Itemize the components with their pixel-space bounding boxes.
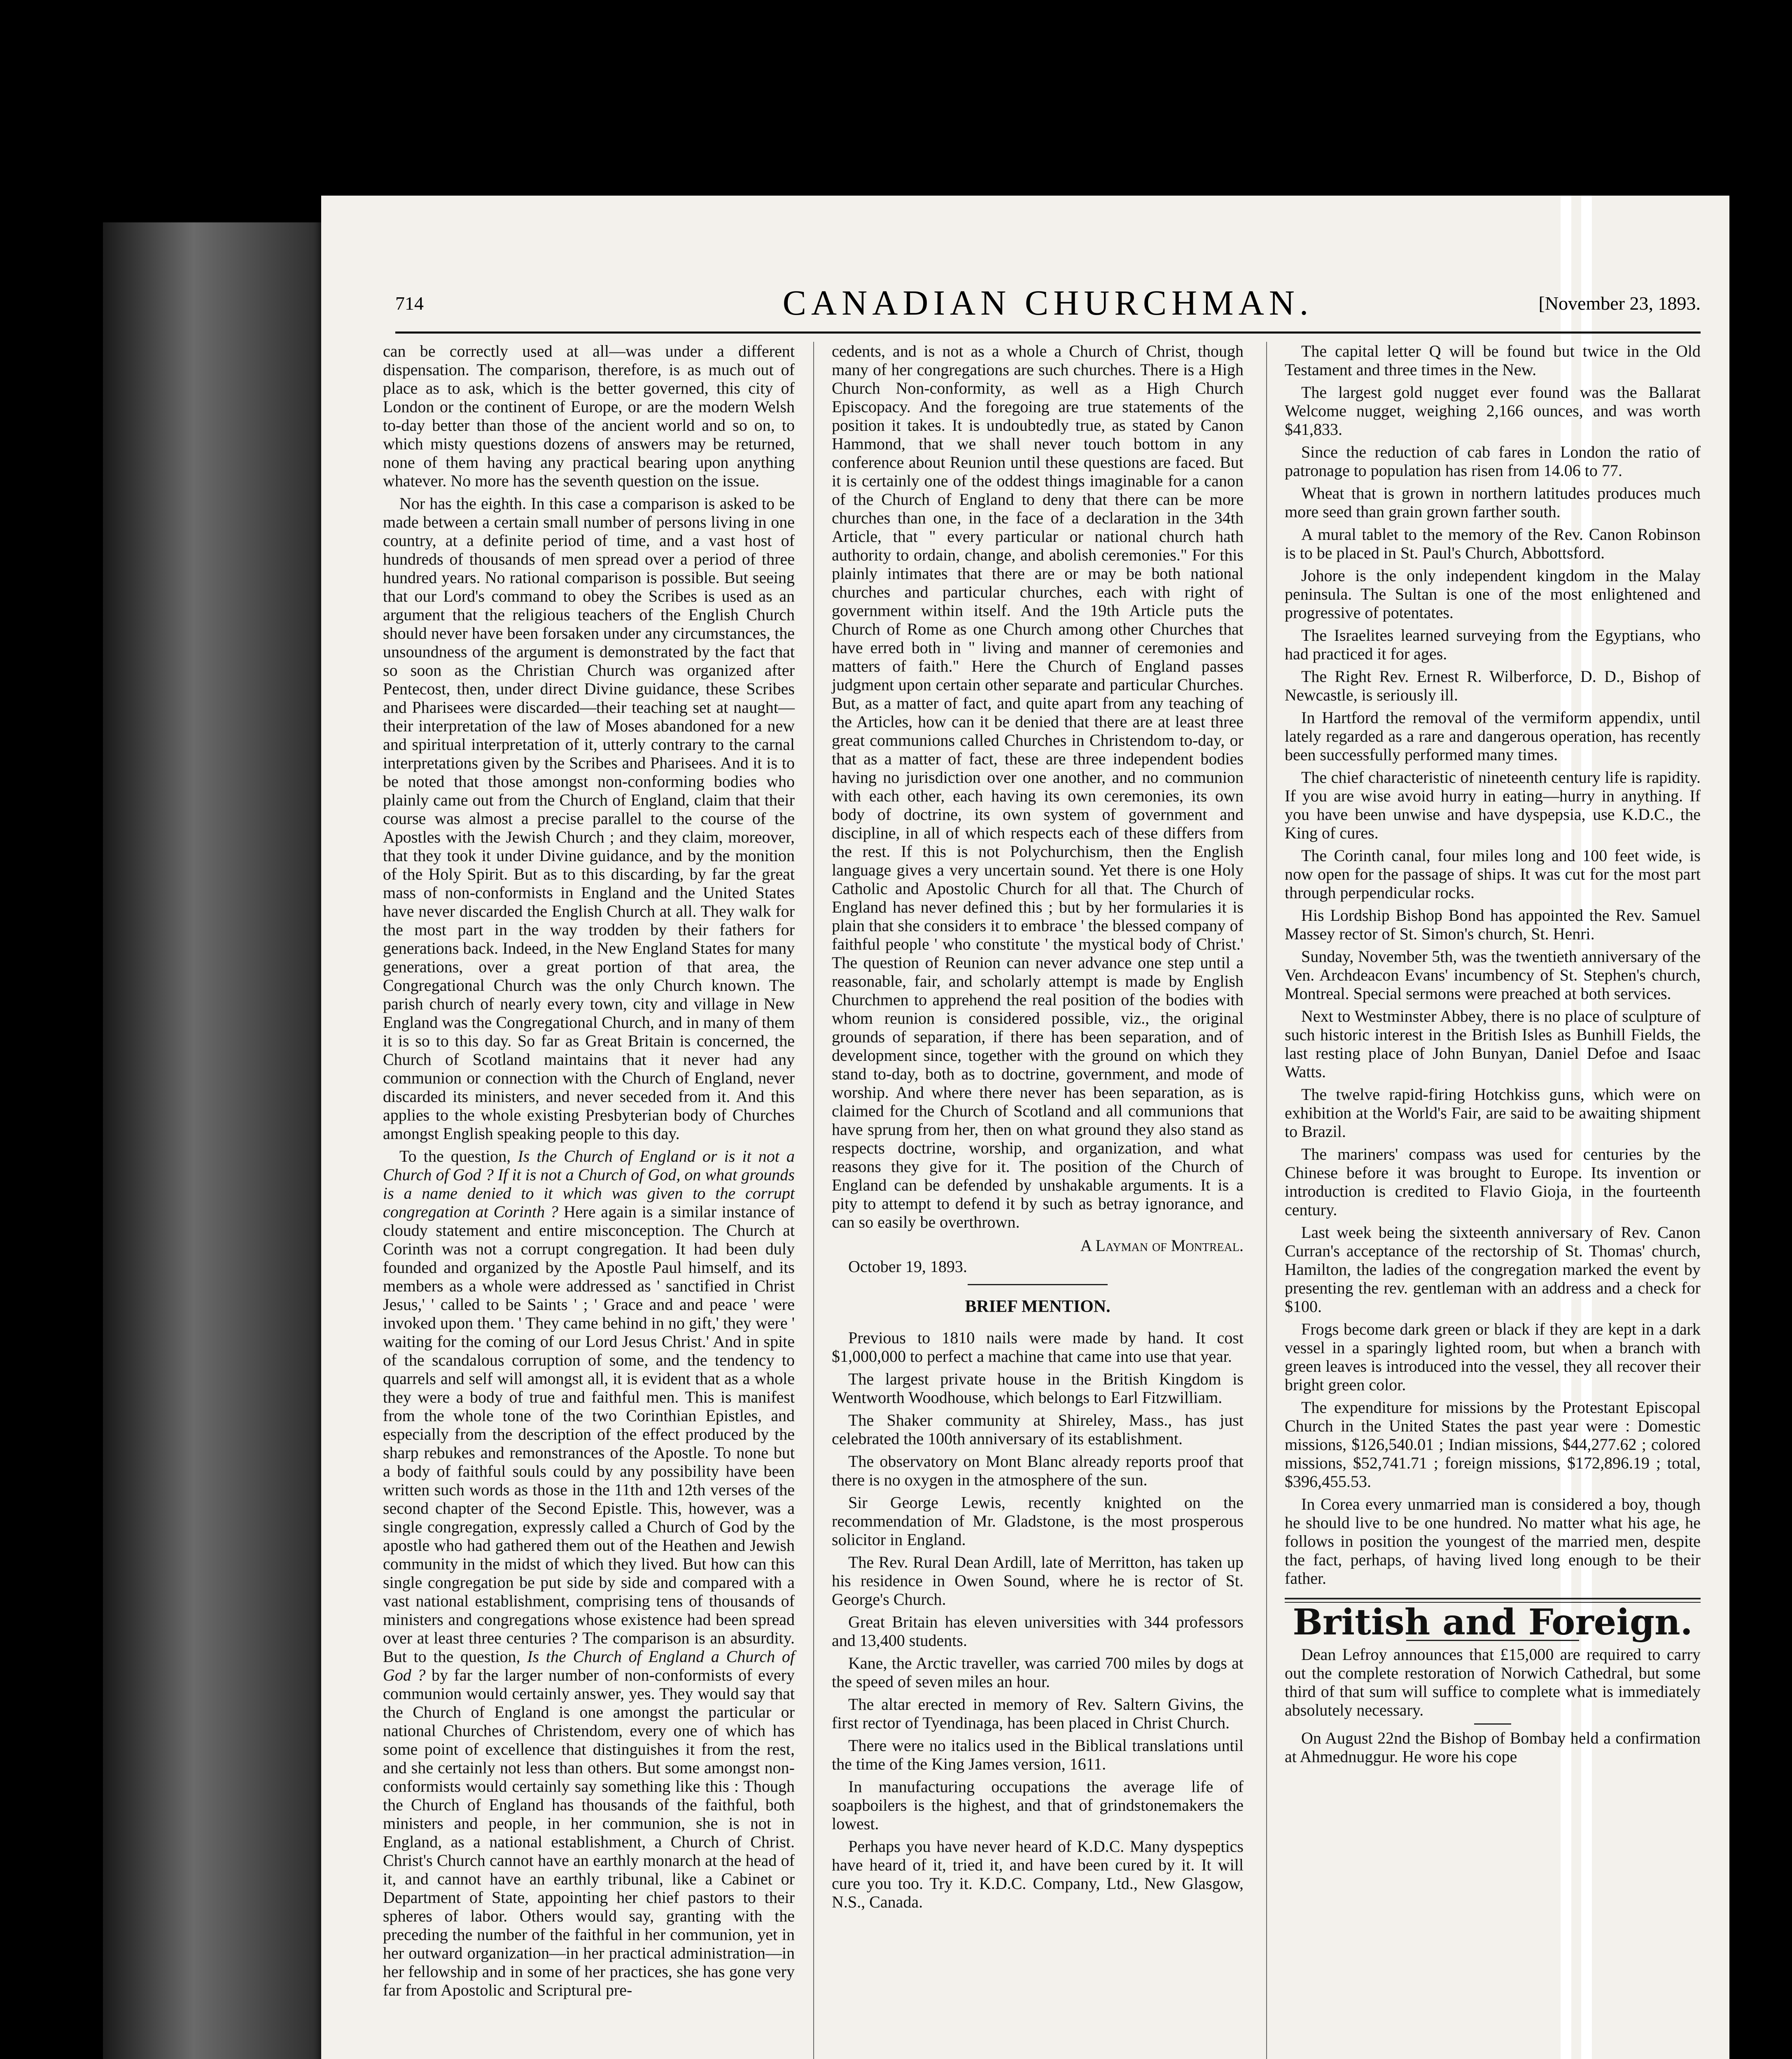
brief-item: The mariners' compass was used for centuries by the Chinese before it was brought to Europe. Its invention or introduction is credited to Flavio Gioja, in the fourteenth century. (1285, 1145, 1701, 1219)
brief-item: There were no italics used in the Biblical translations until the time of the King James version, 1611. (832, 1736, 1244, 1773)
article-paragraph: Nor has the eighth. In this case a comparison is asked to be made between a certain small number of persons living in one country, at a definite period of time, and a vast host of hundreds of thousands of men spread over a period of three hundred years. No rational comparison is possible. But seeing that our Lord's command to obey the Scribes is used as an argument that the religious teachers of the English Church should never have been forsaken under any circumstances, the unsoundness of the argument is demonstrated by the fact that so soon as the Christian Church was organized after Pentecost, then, under direct Divine guidance, these Scribes and Pharisees were discarded—their teaching set at naught—their interpretation of the law of Moses abandoned for a new and spiritual interpretation of it, utterly contrary to the carnal interpretations given by the Scribes and Pharisees. And it is to be noted that those amongst non-conforming bodies who plainly came out from the Church of England, claim that their course was almost a precise parallel to the course of the Apostles with the Jewish Church ; and they claim, moreover, that they took it under Divine guidance, and by the monition of the Holy Spirit. But as to this discarding, by far the great mass of non-conformists in England and the United States have never discarded the English Church at all. They walk for the most part in the way trodden by their fathers for generations back. Indeed, in the New England States for many generations, over a great portion of that area, the Congregational Church was the only Church known. The parish church of nearly every town, city and village in New England was the Congregational Church, and in many of them it is so to this day. So far as Great Britain is concerned, the Church of Scotland maintains that it never had any communion or connection with the Church of England, never discarded its ministers, and never seceded from it. And this applies to the whole existing Presbyterian body of Churches amongst English speaking people to this day. (383, 494, 795, 1143)
issue-date: [November 23, 1893. (1538, 293, 1701, 314)
brief-item: His Lordship Bishop Bond has appointed the Rev. Samuel Massey rector of St. Simon's church, St. Henri. (1285, 906, 1701, 943)
brief-item: The twelve rapid-firing Hotchkiss guns, which were on exhibition at the World's Fair, are said to be awaiting shipment to Brazil. (1285, 1085, 1701, 1141)
column-divider (1266, 342, 1267, 2059)
brief-item: Sunday, November 5th, was the twentieth anniversary of the Ven. Archdeacon Evans' incumbency of St. Stephen's church, Montreal. Special sermons were preached at both services. (1285, 947, 1701, 1003)
column-3 (1285, 342, 1701, 1770)
page-number: 714 (395, 293, 424, 314)
brief-item: The Corinth canal, four miles long and 100 feet wide, is now open for the passage of ships. It was cut for the most part through perpendicular rocks. (1285, 846, 1701, 902)
brief-item: Previous to 1810 nails were made by hand. It cost $1,000,000 to perfect a machine that came into use that year. (832, 1328, 1244, 1366)
news-item: On August 22nd the Bishop of Bombay held a confirmation at Ahmednuggur. He wore his cope (1285, 1729, 1701, 1766)
brief-item: The largest private house in the British Kingdom is Wentworth Woodhouse, which belongs to Earl Fitzwilliam. (832, 1370, 1244, 1407)
article-date: October 19, 1893. (848, 1257, 967, 1276)
brief-item: The altar erected in memory of Rev. Saltern Givins, the first rector of Tyendinaga, has been placed in Christ Church. (832, 1695, 1244, 1732)
brief-item: A mural tablet to the memory of the Rev. Canon Robinson is to be placed in St. Paul's Church, Abbottsford. (1285, 525, 1701, 562)
column-1 (383, 342, 795, 2003)
newspaper-page (321, 196, 1729, 2059)
brief-item: The Rev. Rural Dean Ardill, late of Merritton, has taken up his residence in Owen Sound, where he is rector of St. George's Church. (832, 1553, 1244, 1608)
brief-item: Wheat that is grown in northern latitudes produces much more seed than grain grown farther south. (1285, 484, 1701, 521)
masthead: CANADIAN CHURCHMAN. (782, 283, 1314, 322)
brief-item: Frogs become dark green or black if they are kept in a dark vessel in a sparingly lighted room, but when a branch with green leaves is introduced into the vessel, they all recover their bright green color. (1285, 1320, 1701, 1394)
brief-item: The observatory on Mont Blanc already reports proof that there is no oxygen in the atmosphere of the sun. (832, 1452, 1244, 1489)
brief-item: Great Britain has eleven universities with 344 professors and 13,400 students. (832, 1613, 1244, 1650)
news-item: Dean Lefroy announces that £15,000 are required to carry out the complete restoration of Norwich Cathedral, but some third of that sum will suffice to complete what is immediately absolutely necessary. (1285, 1645, 1701, 1719)
brief-item: The Right Rev. Ernest R. Wilberforce, D. D., Bishop of Newcastle, is seriously ill. (1285, 667, 1701, 704)
article-paragraph: To the question, Is the Church of England or is it not a Church of God ? If it is not a Church of God, on what grounds is a name denied to it which was given to the corrupt congregation at Corinth ? Here again is a similar instance of cloudy statement and entire misconception. The Church at Corinth was not a corrupt congregation. It had been duly founded and organized by the Apostle Paul himself, and its members as a whole were addressed as ' sanctified in Christ Jesus,' ' called to be Saints ' ; ' Grace and and peace ' were invoked upon them. ' They came behind in no gift,' they were ' waiting for the coming of our Lord Jesus Christ.' And in spite of the scandalous corruption of some, and the tendency to quarrels and self will amongst all, it is evident that as a whole they were a body of true and faithful men. This is manifest from the whole tone of the two Corinthian Epistles, and especially from the description of the effect produced by the sharp rebukes and remonstrances of the Apostle. To none but a body of faithful souls could by any possibility have been written such words as those in the 11th and 12th verses of the second chapter of the Second Epistle. This, however, was a single congregation, expressly called a Church of God by the apostle who had gathered them out of the Heathen and Jewish community in the midst of which they lived. But how can this single congregation be put side by side and compared with a vast national establishment, comprising tens of thousands of ministers and congregations whose existence had been spread over at least three centuries ? The comparison is an absurdity. But to the question, Is the Church of England a Church of God ? by far the larger number of non-conformists of every communion would certainly answer, yes. They would say that the Church of England is one amongst the particular or national Churches of Christendom, every one of which has some point of excellence that distinguishes it from the rest, and she certainly not less than others. But some amongst non-conformists would certainly say something like this : Though the Church of England has thousands of the faithful, both ministers and people, in her communion, she is not in England, as a national establishment, a Church of Christ. Christ's Church cannot have an earthly monarch at the head of it, and cannot have an earthly tribunal, like a Cabinet or Department of State, appointing her chief pastors to their spheres of labor. Others would say, granting with the preceding the number of the faithful in her communion, yet in her outward organization—in her practical administration—in her fellowship and in some of her practices, she has gone very far from Apostolic and Scriptural pre- (383, 1147, 795, 1999)
article-signature: A Layman of Montreal. (1080, 1236, 1244, 1255)
brief-mention-heading: BRIEF MENTION. (965, 1297, 1111, 1316)
item-rule (1474, 1723, 1511, 1725)
brief-item: The chief characteristic of nineteenth century life is rapidity. If you are wise avoid hurry in eating—hurry in anything. If you have been unwise and have dyspepsia, use K.D.C., the King of cures. (1285, 768, 1701, 842)
brief-item: The expenditure for missions by the Protestant Episcopal Church in the United States the past year were : Domestic missions, $126,540.01 ; Indian missions, $44,277.62 ; colored missions, $52,741.71 ; foreign missions, $172,896.19 ; total, $396,455.53. (1285, 1398, 1701, 1491)
article-paragraph: can be correctly used at all—was under a different dispensation. The comparison, therefore, is as much out of place as to ask, which is the better governed, this city of London or the continent of Europe, or are the modern Welsh to-day better than those of the ancient world and so on, to which misty questions dozens of answers may be returned, none of them having any practical bearing upon anything whatever. No more has the seventh question on the issue. (383, 342, 795, 490)
column-divider (813, 342, 814, 2059)
brief-item: The capital letter Q will be found but twice in the Old Testament and three times in the New. (1285, 342, 1701, 379)
brief-item: In Corea every unmarried man is considered a boy, though he should live to be one hundred. No matter what his age, he follows in position the youngest of the married men, despite the fact, perhaps, of having lived long enough to be their father. (1285, 1495, 1701, 1587)
brief-item: Last week being the sixteenth anniversary of Rev. Canon Curran's acceptance of the rectorship of St. Thomas' church, Hamilton, the ladies of the congregation marked the event by presenting the rev. gentleman with an address and a check for $100. (1285, 1223, 1701, 1316)
brief-item: Sir George Lewis, recently knighted on the recommendation of Mr. Gladstone, is the most prosperous solicitor in England. (832, 1493, 1244, 1549)
brief-item: The Shaker community at Shireley, Mass., has just celebrated the 100th anniversary of its establishment. (832, 1411, 1244, 1448)
brief-item: Kane, the Arctic traveller, was carried 700 miles by dogs at the speed of seven miles an hour. (832, 1654, 1244, 1691)
brief-item: In Hartford the removal of the vermiform appendix, until lately regarded as a rare and dangerous operation, has recently been successfully performed many times. (1285, 708, 1701, 764)
brief-item: Perhaps you have never heard of K.D.C. Many dyspeptics have heard of it, tried it, and have been cured by it. It will cure you too. Try it. K.D.C. Company, Ltd., New Glasgow, N.S., Canada. (832, 1837, 1244, 1911)
brief-item: The Israelites learned surveying from the Egyptians, who had practiced it for ages. (1285, 626, 1701, 663)
brief-item: Next to Westminster Abbey, there is no place of sculpture of such historic interest in the British Isles as Bunhill Fields, the last resting place of John Bunyan, Daniel Defoe and Isaac Watts. (1285, 1007, 1701, 1081)
book-page-edges (103, 222, 329, 2059)
header-rule (395, 331, 1701, 334)
british-and-foreign-heading: British and Foreign. (1293, 1601, 1693, 1643)
brief-item: Since the reduction of cab fares in London the ratio of patronage to population has risen from 14.06 to 77. (1285, 443, 1701, 480)
brief-item: Johore is the only independent kingdom in the Malay peninsula. The Sultan is one of the most enlightened and progressive of potentates. (1285, 566, 1701, 622)
column-2 (832, 342, 1244, 1915)
brief-item: The largest gold nugget ever found was the Ballarat Welcome nugget, weighing 2,166 ounces, and was worth $41,833. (1285, 383, 1701, 439)
section-rule (968, 1284, 1108, 1285)
page-header (395, 278, 1701, 331)
brief-item: In manufacturing occupations the average life of soapboilers is the highest, and that of grindstonemakers the lowest. (832, 1777, 1244, 1833)
article-paragraph: cedents, and is not as a whole a Church of Christ, though many of her congregations are such churches. There is a High Church Non-conformity, as well as a High Church Episcopacy. And the foregoing are true statements of the position it takes. It is undoubtedly true, as stated by Canon Hammond, that we shall never touch bottom in any conference about Reunion until these questions are faced. But it is certainly one of the oddest things imaginable for a canon of the Church of England to deny that there can be more churches than one, in the face of a declaration in the 34th Article, that " every particular or national church hath authority to ordain, change, and abolish ceremonies." For this plainly intimates that there are or may be both national churches and particular churches, each with right of government within itself. And the 19th Article puts the Church of Rome as one Church among other Churches that have erred both in " living and manner of ceremonies and matters of faith." Here the Church of England passes judgment upon certain other separate and particular Churches. But, as a matter of fact, and quite apart from any teaching of the Articles, how can it be denied that there are at least three great communions called Churches in Christendom to-day, or that as a matter of fact, these are three independent bodies having no jurisdiction over one another, and no communion with each other, each having its own ceremonies, its own body of doctrine, its own system of government and discipline, in all of which respects each of these differs from the rest. If this is not Polychurchism, then the English language gives a very uncertain sound. Yet there is one Holy Catholic and Apostolic Church for all that. The Church of England has never defined this ; but by her formularies it is plain that she considers it to embrace ' the blessed company of faithful people ' who constitute ' the mystical body of Christ.' The question of Reunion can never advance one step until a reasonable, fair, and scholarly attempt is made by English Churchmen to apprehend the real position of the bodies with whom reunion is considered possible, viz., the original grounds of separation, if there has been separation, and of development since, together with the ground on which they stand to-day, both as to doctrine, government, and mode of worship. And where there never has been separation, as is claimed for the Church of Scotland and all communions that have sprung from her, then on what ground they also stand as respects doctrine, worship, and organization, and what reasons they give for it. The position of the Church of England can be defended by unshakable arguments. It is a pity to attempt to defend it by such as betray ignorance, and can so easily be overthrown. (832, 342, 1244, 1231)
